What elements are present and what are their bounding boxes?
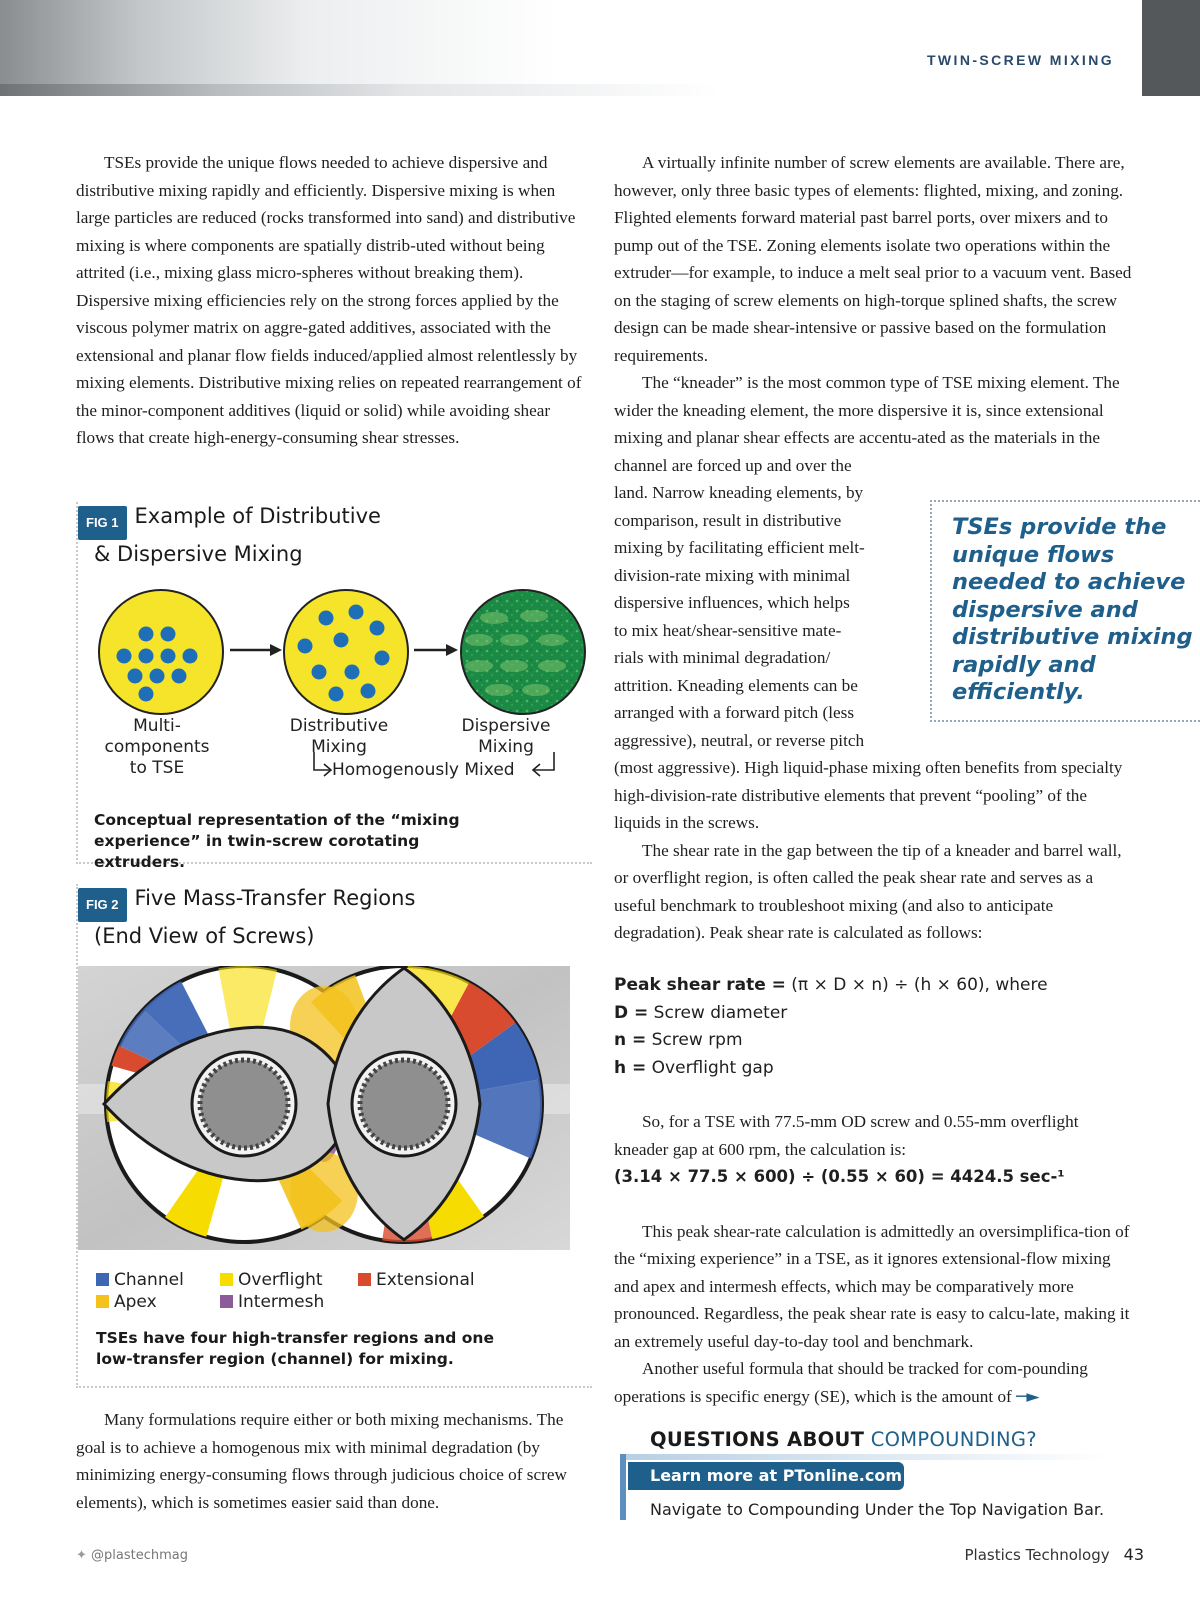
stage-label-multi-components: Multi- components to TSE: [104, 716, 210, 778]
legend-swatch: [220, 1295, 233, 1308]
left-column-outro: [76, 1406, 584, 1516]
formula-line: D = Screw diameter: [614, 1002, 788, 1023]
paragraph-screw-elements: A virtually infinite number of screw elements are available. There are, however, only three basic types of elements: flighted, mixing, and zoning. Flighted elements forward material past barrel ports, over mixers and to pump out of the TSE. Zoning elements isolate two operations within the extruder—for example, to induce a melt seal prior to a vacuum vent. Based on the staging of screw elements on high-torque splined shafts, the screw design can be made shear-intensive or passive based on the formulation requirements.: [614, 153, 1132, 365]
figure-1-title: FIG 1 Example of Distributive & Dispersive Mixing: [78, 502, 592, 568]
figure-2-title: FIG 2 Five Mass-Transfer Regions (End View of Screws): [78, 884, 592, 950]
page-number: 43: [1123, 1545, 1144, 1564]
left-column-intro: [76, 149, 584, 452]
example-calculation: (3.14 × 77.5 × 600) ÷ (0.55 × 60) = 4424.5 sec-¹: [614, 1167, 1065, 1186]
header-right-tab: [1142, 0, 1200, 96]
paragraph-kneader-intro: The “kneader” is the most common type of TSE mixing element. The wider the kneading element, the more dispersive it is, since extensional mixing and planar shear effects are accentu-ated as the materials in the channel are forced up and over the: [614, 373, 1120, 475]
promo-bar: [620, 1454, 1110, 1460]
promo-navigation-hint: Navigate to Compounding Under the Top Navigation Bar.: [650, 1500, 1105, 1519]
legend-swatch: [220, 1273, 233, 1286]
legend-item-apex: Apex: [96, 1292, 157, 1312]
legend-swatch: [96, 1295, 109, 1308]
figure-1-badge: FIG 1: [78, 506, 127, 540]
compounding-promo: [620, 1428, 1120, 1520]
twitter-handle[interactable]: ✦ @plastechmag: [76, 1548, 189, 1563]
figure-2: [76, 884, 592, 1388]
legend-swatch: [96, 1273, 109, 1286]
legend-item-intermesh: Intermesh: [220, 1292, 324, 1312]
figure-1: [76, 502, 592, 871]
formula-line: n = Screw rpm: [614, 1030, 743, 1050]
formula-line: h = Overflight gap: [614, 1057, 774, 1078]
figure-2-badge: FIG 2: [78, 888, 127, 922]
formula-line: Peak shear rate = (π × D × n) ÷ (h × 60), where: [614, 975, 1048, 995]
multi-component-circle: [99, 590, 223, 714]
paragraph-kneader-rest: (most aggressive). High liquid-phase mixing often benefits from specialty high-division-rate distributive elements that prevent “pooling” of the liquids in the screws.: [614, 758, 1123, 832]
homogenously-mixed-label: Homogenously Mixed: [332, 760, 515, 780]
dispersive-circle: [461, 590, 585, 714]
screws-end-view: [78, 966, 570, 1250]
header-gradient: [0, 0, 560, 84]
pull-quote-text: TSEs provide the unique flows needed to achieve dispersive and distributive mixing rapidly and efficiently.: [952, 514, 1193, 705]
figure-1-caption: Conceptual representation of the “mixing experience” in twin-screw corotating extruders.: [94, 811, 460, 871]
publication-name: Plastics Technology: [964, 1546, 1110, 1564]
section-label: TWIN-SCREW MIXING: [926, 52, 1114, 68]
right-column-lower: [614, 1108, 1134, 1411]
continue-arrow-icon: ─►: [1016, 1386, 1040, 1407]
legend-item-extensional: Extensional: [358, 1270, 475, 1290]
intro-paragraph: TSEs provide the unique flows needed to achieve dispersive and distributive mixing rapidly and efficiently. Dispersive mixing is when large particles are reduced (rocks transformed into sand) and distributive mixing is where components are spatially distrib-uted without being attrited (i.e., mixing glass micro-spheres without breaking them). Dispersive mixing efficiencies rely on the strong forces applied by the viscous polymer matrix on aggre-gated additives, associated with the extensional and planar flow fields induced/applied almost relentlessly by mixing elements. Distributive mixing relies on repeated rearrangement of the minor-component additives (liquid or solid) while avoiding shear flows that create high-energy-consuming shear stresses.: [76, 153, 582, 447]
learn-more-link[interactable]: Learn more at PTonline.com: [628, 1462, 904, 1490]
stage-label-dispersive: Dispersive Mixing: [461, 716, 551, 757]
outro-paragraph: Many formulations require either or both mixing mechanisms. The goal is to achieve a homogenous mix with minimal degradation (by minimizing energy-consuming flows through judicious choice of screw elements), which is sometimes easier said than done.: [76, 1410, 567, 1512]
pull-quote: [930, 500, 1200, 722]
legend-item-overflight: Overflight: [220, 1270, 323, 1290]
paragraph-example: So, for a TSE with 77.5-mm OD screw and 0.55-mm overflight kneader gap at 600 rpm, the calculation is:: [614, 1112, 1079, 1159]
promo-title: QUESTIONS ABOUT COMPOUNDING?: [650, 1428, 1037, 1451]
promo-accent: [620, 1454, 626, 1520]
paragraph-specific-energy: Another useful formula that should be tracked for com-pounding operations is specific energy (SE), which is the amount of ─►: [614, 1359, 1088, 1407]
peak-shear-formula: [614, 972, 1048, 1082]
stage-label-distributive: Distributive Mixing: [289, 716, 389, 757]
kneader-narrow-lines: land. Narrow kneading elements, by comparison, result in distributive mixing by facilitating efficient melt- division-rate mixing with minimal dispersive influences, which helps to mix heat/shear-sensitive mate- rials with minimal degradation/ attrition. Kneading elements can be arranged with a forward pitch (less aggressive), neutral, or reverse pitch: [614, 483, 865, 750]
twitter-bird-icon: ✦: [76, 1548, 87, 1563]
legend-item-channel: Channel: [96, 1270, 184, 1290]
legend-swatch: [358, 1273, 371, 1286]
paragraph-shear-rate: The shear rate in the gap between the tip of a kneader and barrel wall, or overflight region, is often called the peak shear rate and serves as a useful benchmark to troubleshoot mixing (and also to anticipate degradation). Peak shear rate is calculated as follows:: [614, 840, 1122, 942]
paragraph-oversimplification: This peak shear-rate calculation is admittedly an oversimplifica-tion of the “mixing experience” in a TSE, as it ignores extensional-flow mixing and apex and intermesh effects, which may be comparatively more pronounced. Regardless, the peak shear rate is easy to calcu-late, making it an extremely useful day-to-day tool and benchmark.: [614, 1221, 1130, 1351]
figure-2-caption: TSEs have four high-transfer regions and one low-transfer region (channel) for mixing.: [96, 1329, 494, 1368]
page-footer: [965, 1545, 1144, 1564]
